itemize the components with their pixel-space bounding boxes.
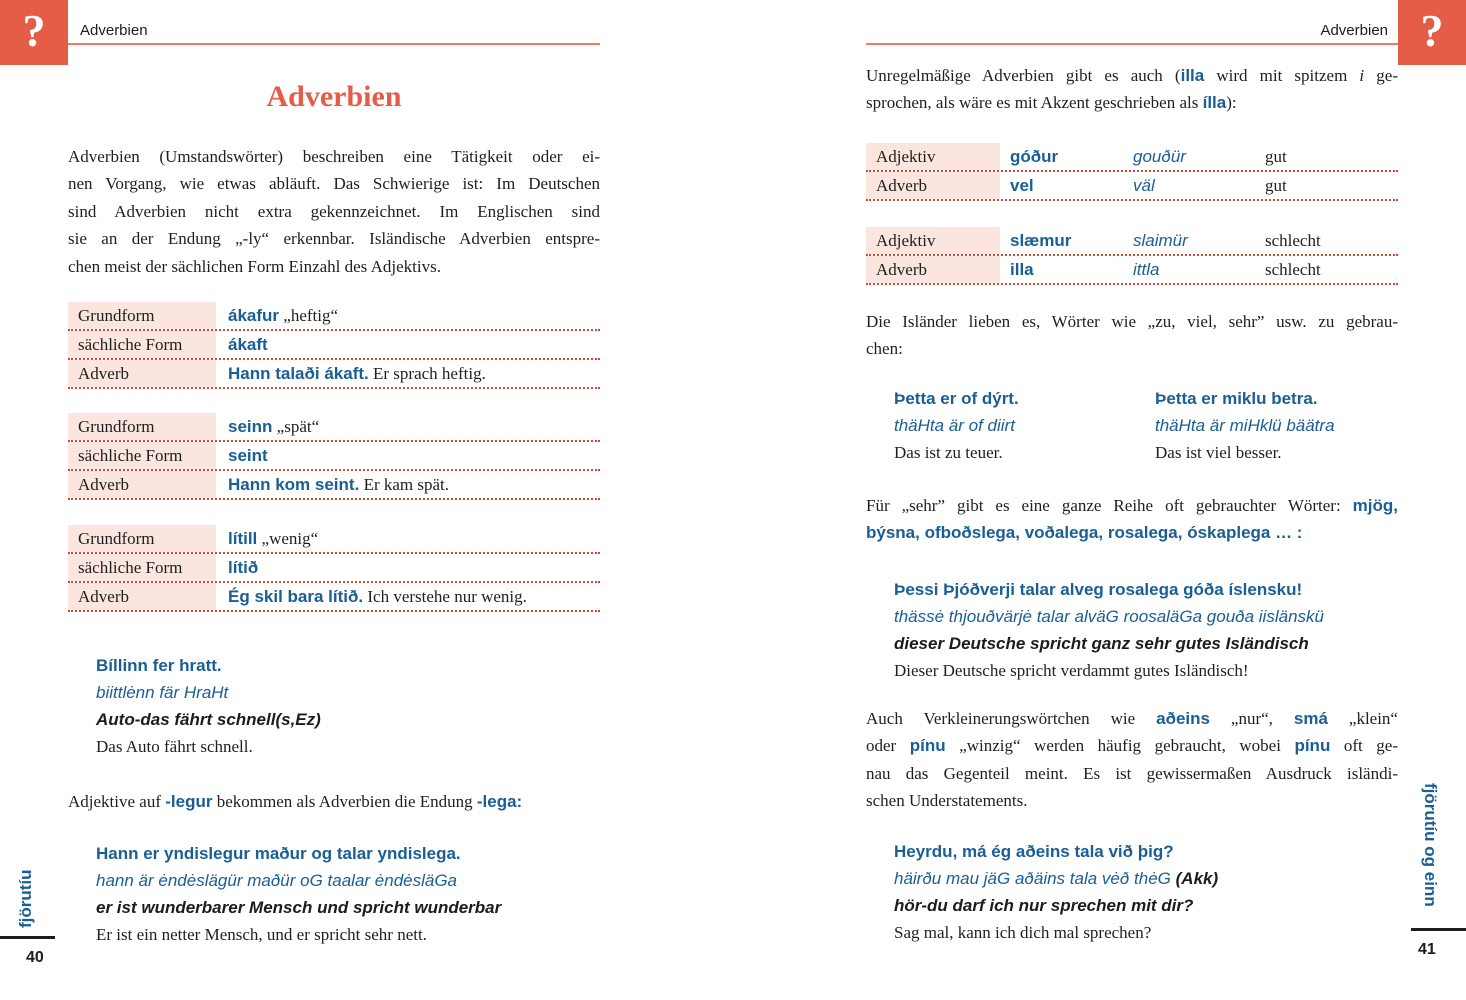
cell-german: schlecht bbox=[1265, 230, 1321, 250]
row-label: Grundform bbox=[68, 413, 216, 440]
page-number-left: 40 bbox=[26, 949, 44, 966]
example-pronunciation: thäHta är miHklü bäätra bbox=[1155, 416, 1335, 435]
margin-label-left: fjörutíu bbox=[16, 869, 35, 928]
example-pronunciation: thässė thjouðvärjė talar alväG roosaläGa gouða iislänskü bbox=[894, 607, 1324, 626]
paragraph-line: oder pínu „winzig“ werden häufig gebraucht, wobei pínu oft ge- bbox=[866, 736, 1398, 756]
example-block-betra bbox=[1155, 385, 1335, 466]
row-label: Adverb bbox=[866, 256, 1000, 283]
cell-icelandic: vel bbox=[1010, 175, 1034, 195]
table-row bbox=[866, 256, 1398, 285]
intro-line: nen Vorgang, wie etwas abläuft. Das Schwierige ist: Im Deutschen bbox=[68, 174, 600, 194]
table-row bbox=[68, 554, 600, 583]
example-literal: Auto-das fährt schnell(s,Ez) bbox=[96, 710, 321, 729]
cell-german: schlecht bbox=[1265, 259, 1321, 279]
paragraph-line: Auch Verkleinerungswörtchen wie aðeins „nur“, smá „klein“ bbox=[866, 709, 1398, 728]
row-value: Hann kom seint. Er kam spät. bbox=[228, 474, 450, 494]
example-icelandic: Bíllinn fer hratt. bbox=[96, 656, 222, 675]
intro-line: sind Adverbien nicht extra gekennzeichnet. Im Englischen sind bbox=[68, 201, 600, 221]
row-label: sächliche Form bbox=[68, 442, 216, 469]
table-row bbox=[68, 583, 600, 612]
row-label: sächliche Form bbox=[68, 554, 216, 581]
row-value: seint bbox=[228, 445, 268, 465]
row-label: Adverb bbox=[68, 360, 216, 387]
paragraph-line: býsna, ofboðslega, voðalega, rosalega, óskaplega … : bbox=[866, 523, 1303, 543]
example-block-billinn bbox=[96, 652, 321, 760]
row-label: Adverb bbox=[68, 471, 216, 498]
grammar-table-akafur bbox=[68, 302, 600, 389]
example-german: Das ist zu teuer. bbox=[894, 443, 1003, 462]
paragraph-line: nau das Gegenteil meint. Es ist gewissermaßen Ausdruck isländi- bbox=[866, 763, 1398, 783]
row-value: Hann talaði ákaft. Er sprach heftig. bbox=[228, 363, 486, 383]
header-rule-right bbox=[866, 43, 1398, 45]
cell-german: gut bbox=[1265, 175, 1287, 195]
footer-rule-right bbox=[1411, 928, 1466, 931]
example-block-heyrdu bbox=[894, 838, 1218, 946]
example-block-thjodverji bbox=[894, 576, 1324, 684]
cell-icelandic: góður bbox=[1010, 146, 1059, 166]
page-number-right: 41 bbox=[1418, 941, 1436, 958]
example-pronunciation: häirðu mau jäG aðäins tala vėð thėG (Akk) bbox=[894, 869, 1219, 888]
example-block-dyrt bbox=[894, 385, 1019, 466]
islaender-paragraph bbox=[866, 308, 1398, 363]
row-label: Adverb bbox=[68, 583, 216, 610]
footer-rule-left bbox=[0, 936, 55, 939]
example-literal: dieser Deutsche spricht ganz sehr gutes Isländisch bbox=[894, 634, 1309, 653]
example-german: Sag mal, kann ich dich mal sprechen? bbox=[894, 923, 1152, 942]
sehr-paragraph bbox=[866, 492, 1398, 547]
irregular-paragraph bbox=[866, 62, 1398, 117]
grammar-table-litill bbox=[68, 525, 600, 612]
header-rule-left bbox=[68, 43, 600, 45]
cell-german: gut bbox=[1265, 146, 1287, 166]
paragraph-line: sprochen, als wäre es mit Akzent geschrieben als ílla): bbox=[866, 93, 1237, 113]
margin-label-right: fjörutíu og einn bbox=[1421, 783, 1440, 907]
table-row bbox=[866, 172, 1398, 201]
row-value: ákafur „heftig“ bbox=[228, 305, 339, 325]
row-value: lítið bbox=[228, 557, 259, 577]
example-german: Dieser Deutsche spricht verdammt gutes Isländisch! bbox=[894, 661, 1249, 680]
example-german: Er ist ein netter Mensch, und er spricht sehr nett. bbox=[96, 925, 427, 944]
cell-icelandic: slæmur bbox=[1010, 230, 1072, 250]
example-pronunciation: thäHta är of diirt bbox=[894, 416, 1015, 435]
example-literal: hör-du darf ich nur sprechen mit dir? bbox=[894, 896, 1194, 915]
page-title: Adverbien bbox=[266, 80, 402, 113]
row-value: Ég skil bara lítið. Ich verstehe nur wenig. bbox=[228, 586, 527, 606]
example-icelandic: Heyrdu, má ég aðeins tala við þig? bbox=[894, 842, 1174, 861]
paragraph-line: Die Isländer lieben es, Wörter wie „zu, viel, sehr” usw. zu gebrau- bbox=[866, 312, 1398, 331]
intro-line: chen meist der sächlichen Form Einzahl des Adjektivs. bbox=[68, 256, 441, 276]
row-label: Adverb bbox=[866, 172, 1000, 199]
table-row bbox=[68, 525, 600, 554]
row-label: Grundform bbox=[68, 525, 216, 552]
paragraph-line: chen: bbox=[866, 339, 903, 359]
legur-line: Adjektive auf -legur bekommen als Adverbien die Endung -lega: bbox=[68, 792, 523, 811]
table-row bbox=[68, 331, 600, 360]
intro-paragraph bbox=[68, 143, 600, 280]
grammar-table-godur bbox=[866, 143, 1398, 201]
table-row bbox=[68, 302, 600, 331]
example-pronunciation: biittlėnn fär HraHt bbox=[96, 683, 229, 702]
question-mark-box-left bbox=[0, 0, 68, 65]
cell-pronunciation: gouðür bbox=[1133, 146, 1186, 166]
paragraph-line: Für „sehr” gibt es eine ganze Reihe oft gebrauchter Wörter: mjög, bbox=[866, 496, 1398, 515]
example-icelandic: Þetta er miklu betra. bbox=[1155, 389, 1318, 408]
example-block-yndislegur bbox=[96, 840, 501, 948]
margin-label-right-wrap bbox=[1421, 783, 1466, 907]
table-row bbox=[866, 227, 1398, 256]
example-icelandic: Þetta er of dýrt. bbox=[894, 389, 1019, 408]
cell-pronunciation: ittla bbox=[1133, 259, 1160, 279]
table-row bbox=[68, 360, 600, 389]
running-header-right: Adverbien bbox=[1320, 22, 1388, 39]
cell-pronunciation: slaimür bbox=[1133, 230, 1188, 250]
question-mark-box-right bbox=[1398, 0, 1466, 65]
question-mark-icon: ? bbox=[22, 5, 46, 56]
table-row bbox=[68, 442, 600, 471]
question-mark-icon: ? bbox=[1420, 5, 1444, 56]
row-value: ákaft bbox=[228, 334, 268, 354]
example-german: Das Auto fährt schnell. bbox=[96, 737, 253, 756]
cell-icelandic: illa bbox=[1010, 259, 1034, 279]
margin-label-left-wrap bbox=[16, 869, 95, 928]
example-icelandic: Hann er yndislegur maður og talar yndislega. bbox=[96, 844, 461, 863]
cell-pronunciation: väl bbox=[1133, 175, 1155, 195]
legur-paragraph bbox=[68, 788, 600, 815]
paragraph-line: schen Understatements. bbox=[866, 791, 1028, 811]
example-icelandic: Þessi Þjóðverji talar alveg rosalega góða íslensku! bbox=[894, 580, 1303, 599]
running-header-left: Adverbien bbox=[80, 22, 148, 39]
grammar-table-seinn bbox=[68, 413, 600, 500]
example-german: Das ist viel besser. bbox=[1155, 443, 1282, 462]
row-value: lítill „wenig“ bbox=[228, 528, 319, 548]
row-label: Adjektiv bbox=[866, 227, 1000, 254]
row-label: Adjektiv bbox=[866, 143, 1000, 170]
example-literal: er ist wunderbarer Mensch und spricht wunderbar bbox=[96, 898, 502, 917]
verkleinerung-paragraph bbox=[866, 705, 1398, 815]
row-value: seinn „spät“ bbox=[228, 416, 320, 436]
example-pronunciation: hann är ėndėslägür maðür oG taalar ėndėsläGa bbox=[96, 871, 458, 890]
intro-line: Adverbien (Umstandswörter) beschreiben eine Tätigkeit oder ei- bbox=[68, 147, 600, 166]
table-row bbox=[866, 143, 1398, 172]
table-row bbox=[68, 471, 600, 500]
table-row bbox=[68, 413, 600, 442]
row-label: Grundform bbox=[68, 302, 216, 329]
paragraph-line: Unregelmäßige Adverbien gibt es auch (illa wird mit spitzem i ge- bbox=[866, 66, 1398, 85]
intro-line: sie an der Endung „-ly“ erkennbar. Isländische Adverbien entspre- bbox=[68, 229, 600, 249]
grammar-table-slaemur bbox=[866, 227, 1398, 285]
row-label: sächliche Form bbox=[68, 331, 216, 358]
